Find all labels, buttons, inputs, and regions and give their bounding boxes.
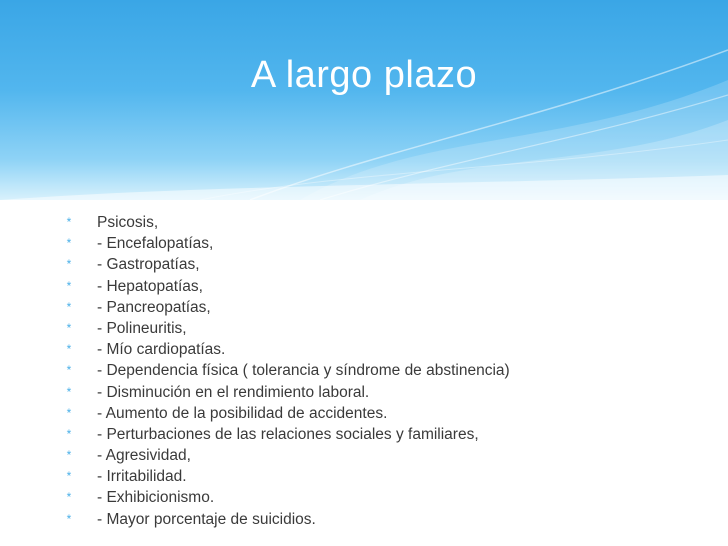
bullet-item — [62, 424, 510, 445]
bullet-text: - Dependencia física ( tolerancia y síndrome de abstinencia) — [97, 362, 510, 380]
bullet-item — [62, 212, 510, 233]
bullet-item — [62, 254, 510, 275]
bullet-item — [62, 360, 510, 381]
asterisk-bullet-icon: * — [66, 448, 72, 463]
asterisk-bullet-icon: * — [66, 299, 72, 314]
bullet-text: - Perturbaciones de las relaciones sociales y familiares, — [97, 425, 479, 443]
bullet-text: - Agresividad, — [97, 447, 191, 465]
bullet-text: - Hepatopatías, — [97, 277, 203, 295]
asterisk-bullet-icon: * — [66, 363, 72, 378]
asterisk-bullet-icon: * — [66, 384, 72, 399]
bullet-text: Psicosis, — [97, 214, 159, 231]
asterisk-bullet-icon: * — [66, 405, 72, 420]
bullet-item — [62, 403, 510, 424]
slide-header — [0, 0, 728, 200]
bullet-text: - Irritabilidad. — [97, 468, 187, 486]
bullet-item — [62, 339, 510, 360]
slide-title: A largo plazo — [250, 54, 478, 96]
bullet-text: - Gastropatías, — [97, 256, 200, 274]
bullet-item — [62, 318, 510, 339]
asterisk-bullet-icon: * — [66, 236, 72, 251]
bullet-text: - Exhibicionismo. — [97, 489, 215, 507]
bullet-text: - Encefalopatías, — [97, 235, 214, 253]
wave-decoration — [0, 0, 728, 200]
asterisk-bullet-icon: * — [66, 278, 72, 293]
bullet-item — [62, 445, 510, 466]
asterisk-bullet-icon: * — [66, 342, 72, 357]
asterisk-bullet-icon: * — [66, 257, 72, 272]
bullet-text: - Mayor porcentaje de suicidios. — [97, 510, 316, 528]
bullet-item — [62, 297, 510, 318]
bullet-item — [62, 487, 510, 508]
bullet-item — [62, 466, 510, 487]
bullet-list — [62, 212, 510, 530]
asterisk-bullet-icon: * — [66, 469, 72, 484]
bullet-item — [62, 276, 510, 297]
bullet-item — [62, 382, 510, 403]
asterisk-bullet-icon: * — [66, 490, 72, 505]
bullet-item — [62, 233, 510, 254]
asterisk-bullet-icon: * — [66, 426, 72, 441]
asterisk-bullet-icon: * — [66, 320, 72, 335]
bullet-text: - Polineuritis, — [97, 319, 187, 337]
bullet-text: - Mío cardiopatías. — [97, 341, 226, 359]
asterisk-bullet-icon: * — [66, 215, 72, 229]
bullet-text: - Aumento de la posibilidad de accidentes. — [97, 404, 388, 422]
bullet-text: - Disminución en el rendimiento laboral. — [97, 383, 370, 401]
bullet-text: - Pancreopatías, — [97, 298, 211, 316]
asterisk-bullet-icon: * — [66, 511, 72, 526]
bullet-item — [62, 509, 510, 530]
